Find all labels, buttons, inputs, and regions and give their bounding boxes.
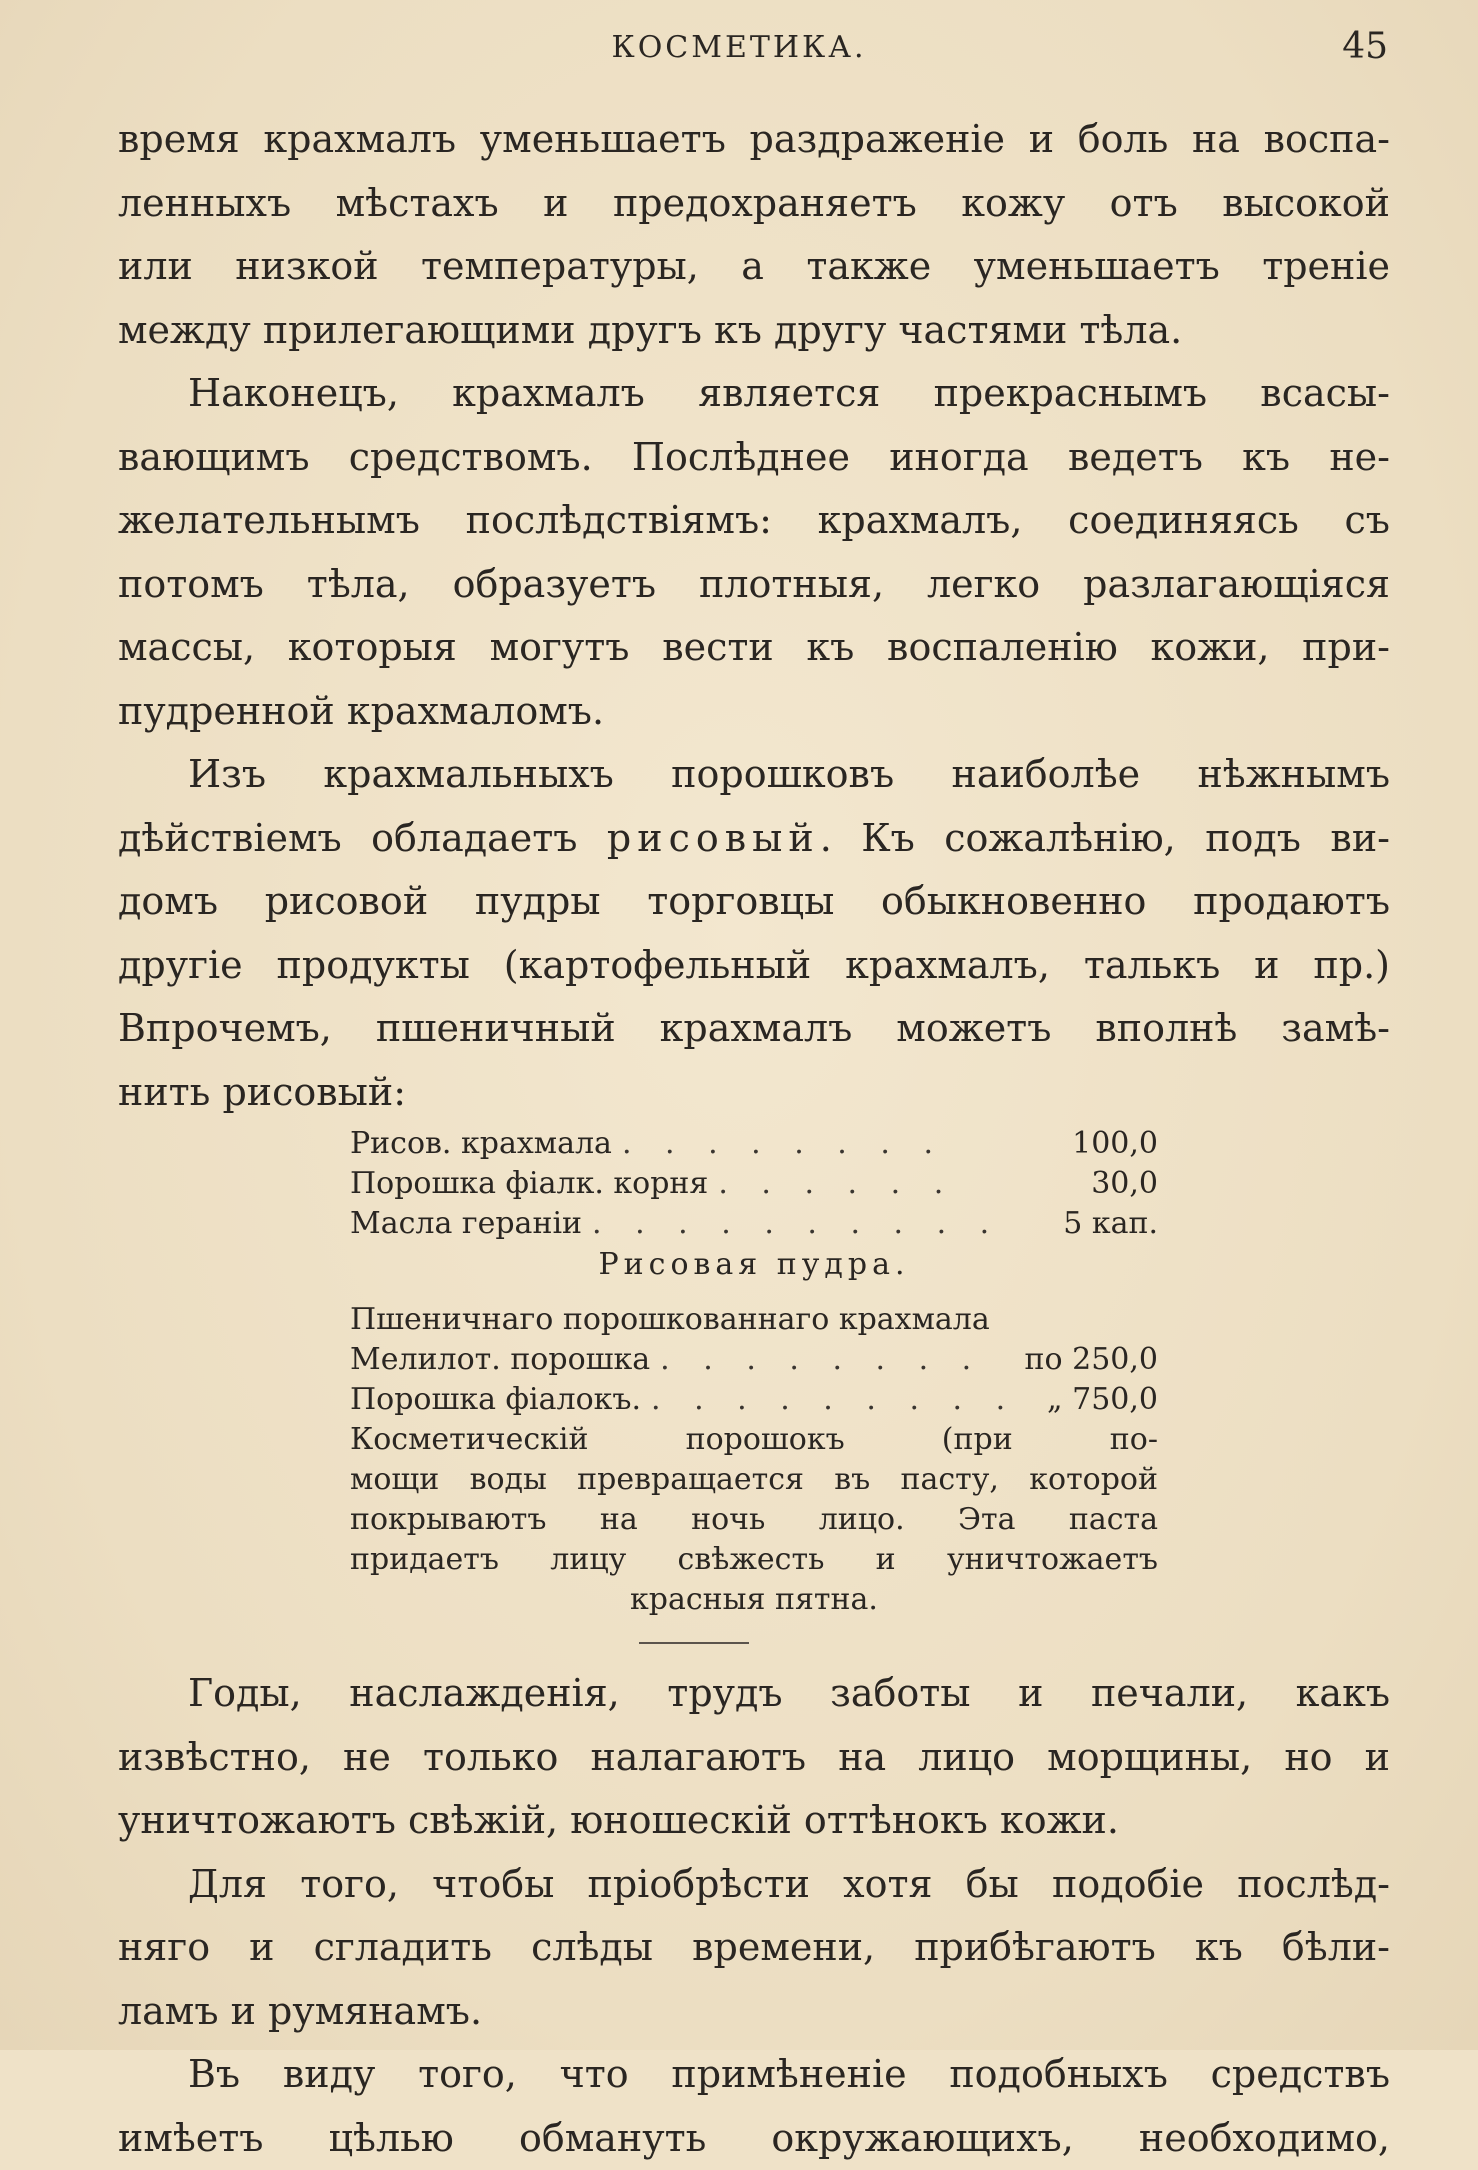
paragraph-6 xyxy=(118,2043,1390,2170)
text-line: няго и сгладить слѣды времени, прибѣгаютъ къ бѣли- xyxy=(118,1916,1390,1980)
recipe-item xyxy=(350,1164,1158,1204)
text-line: время крахмалъ уменьшаетъ раздраженіе и боль на воспа- xyxy=(118,108,1390,172)
text-line: Наконецъ, крахмалъ является прекраснымъ всасы- xyxy=(118,362,1390,426)
recipe-heading: Пшеничнаго порошкованнаго крахмала xyxy=(350,1300,1158,1340)
ingredient-amount: 30,0 xyxy=(1091,1164,1158,1204)
paragraph-2 xyxy=(118,362,1390,743)
page-body xyxy=(118,108,1390,2170)
text-line: Изъ крахмальныхъ порошковъ наиболѣе нѣжнымъ xyxy=(118,743,1390,807)
recipe-item xyxy=(350,1380,1158,1420)
text-line: между прилегающими другъ къ другу частями тѣла. xyxy=(118,299,1390,363)
recipe-cosmetic-powder xyxy=(350,1300,1158,1620)
text-line: желательнымъ послѣдствіямъ: крахмалъ, соединяясь съ xyxy=(118,489,1390,553)
recipe-description-line: Косметическій порошокъ (при по- xyxy=(350,1420,1158,1460)
recipe-description-line: красныя пятна. xyxy=(350,1580,1158,1620)
paragraph-1 xyxy=(118,108,1390,362)
ingredient-name: Рисов. крахмала xyxy=(350,1124,612,1164)
text-fragment: дѣйствіемъ обладаетъ xyxy=(118,816,607,860)
spacer xyxy=(118,1286,1390,1300)
recipe-description-line: придаетъ лицу свѣжесть и уничтожаетъ xyxy=(350,1540,1158,1580)
recipe-title: Рисовая пудра. xyxy=(350,1244,1158,1286)
emphasized-word: рисовый xyxy=(607,816,820,860)
ingredient-name: Порошка фіалк. корня xyxy=(350,1164,708,1204)
text-line: Въ виду того, что примѣненіе подобныхъ средствъ xyxy=(118,2043,1390,2107)
text-line: ламъ и румянамъ. xyxy=(118,1980,1390,2044)
ingredient-amount: по 250,0 xyxy=(1025,1340,1158,1380)
text-line: Впрочемъ, пшеничный крахмалъ можетъ вполнѣ замѣ- xyxy=(118,997,1390,1061)
paragraph-4 xyxy=(118,1662,1390,1853)
recipe-description-line: мощи воды превращается въ пасту, которой xyxy=(350,1460,1158,1500)
paragraph-5 xyxy=(118,1853,1390,2044)
ingredient-name: Мелилот. порошка xyxy=(350,1340,650,1380)
text-line: вающимъ средствомъ. Послѣднее иногда ведетъ къ не- xyxy=(118,426,1390,490)
text-line: имѣетъ цѣлью обмануть окружающихъ, необходимо, xyxy=(118,2107,1390,2170)
ingredient-amount: „ 750,0 xyxy=(1047,1380,1158,1420)
text-line: извѣстно, не только налагаютъ на лицо морщины, но и xyxy=(118,1726,1390,1790)
page-number: 45 xyxy=(1342,26,1388,67)
leader-dots: . . . . . . . . . xyxy=(641,1380,1047,1420)
text-line: массы, которыя могутъ вести къ воспаленію кожи, при- xyxy=(118,616,1390,680)
recipe-rice-powder xyxy=(350,1124,1158,1286)
leader-dots: . . . . . . xyxy=(708,1164,1091,1204)
ingredient-name: Масла гераніи xyxy=(350,1204,582,1244)
section-divider xyxy=(639,1642,749,1644)
text-line: Годы, наслажденія, трудъ заботы и печали, какъ xyxy=(118,1662,1390,1726)
ingredient-amount: 5 кап. xyxy=(1063,1204,1158,1244)
paragraph-3 xyxy=(118,743,1390,1124)
ingredient-amount: 100,0 xyxy=(1072,1124,1158,1164)
text-line xyxy=(118,807,1390,871)
leader-dots: . . . . . . . . xyxy=(612,1124,1072,1164)
text-line: ленныхъ мѣстахъ и предохраняетъ кожу отъ высокой xyxy=(118,172,1390,236)
page-header xyxy=(0,26,1478,76)
recipe-item xyxy=(350,1204,1158,1244)
text-line: пудренной крахмаломъ. xyxy=(118,680,1390,744)
text-line: или низкой температуры, а также уменьшаетъ треніе xyxy=(118,235,1390,299)
text-line: Для того, чтобы пріобрѣсти хотя бы подобіе послѣд- xyxy=(118,1853,1390,1917)
leader-dots: . . . . . . . . xyxy=(650,1340,1024,1380)
text-line: уничтожаютъ свѣжій, юношескій оттѣнокъ кожи. xyxy=(118,1789,1390,1853)
recipe-item xyxy=(350,1340,1158,1380)
recipe-description-line: покрываютъ на ночь лицо. Эта паста xyxy=(350,1500,1158,1540)
text-line: потомъ тѣла, образуетъ плотныя, легко разлагающіяся xyxy=(118,553,1390,617)
ingredient-name: Порошка фіалокъ. xyxy=(350,1380,641,1420)
recipe-item xyxy=(350,1124,1158,1164)
text-fragment: . Къ сожалѣнію, подъ ви- xyxy=(820,816,1390,860)
leader-dots: . . . . . . . . . . xyxy=(582,1204,1063,1244)
text-line: домъ рисовой пудры торговцы обыкновенно продаютъ xyxy=(118,870,1390,934)
text-line: нить рисовый: xyxy=(118,1061,1390,1125)
running-title: КОСМЕТИКА. xyxy=(0,30,1478,65)
text-line: другіе продукты (картофельный крахмалъ, талькъ и пр.) xyxy=(118,934,1390,998)
